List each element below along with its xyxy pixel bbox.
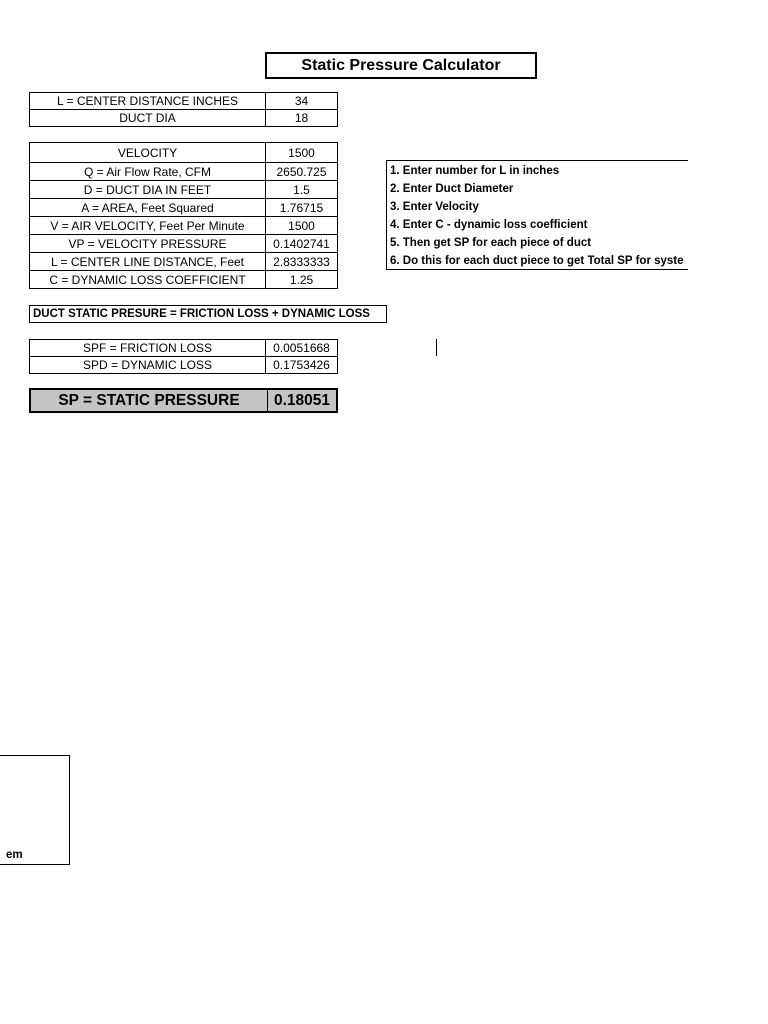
calc-value[interactable]: 1.5 bbox=[266, 181, 338, 199]
instruction-step: 1. Enter number for L in inches bbox=[390, 165, 560, 177]
result-value[interactable]: 0.18051 bbox=[273, 391, 331, 409]
calc-value[interactable]: 1500 bbox=[266, 143, 338, 163]
table-row bbox=[30, 357, 338, 374]
instruction-step: 4. Enter C - dynamic loss coefficient bbox=[390, 219, 588, 231]
result-label: SP = STATIC PRESSURE bbox=[31, 390, 268, 411]
table-row bbox=[30, 217, 338, 235]
instruction-step: 5. Then get SP for each piece of duct bbox=[390, 237, 592, 249]
loss-value[interactable]: 0.1753426 bbox=[266, 357, 338, 374]
text-cursor bbox=[436, 339, 437, 356]
instructions-box-overflow bbox=[0, 755, 70, 865]
instruction-step: 3. Enter Velocity bbox=[390, 201, 479, 213]
losses-table bbox=[29, 339, 338, 374]
calc-label: VP = VELOCITY PRESSURE bbox=[30, 235, 266, 253]
table-row bbox=[30, 253, 338, 271]
calc-value[interactable]: 2.8333333 bbox=[266, 253, 338, 271]
table-row bbox=[30, 199, 338, 217]
input-label: L = CENTER DISTANCE INCHES bbox=[30, 93, 266, 110]
table-row bbox=[30, 235, 338, 253]
inputs-table bbox=[29, 92, 338, 127]
calc-table bbox=[29, 142, 338, 289]
calc-value[interactable]: 1.25 bbox=[266, 271, 338, 289]
static-pressure-result bbox=[29, 388, 338, 413]
table-row bbox=[30, 93, 338, 110]
calc-label: V = AIR VELOCITY, Feet Per Minute bbox=[30, 217, 266, 235]
page-title: Static Pressure Calculator bbox=[265, 52, 537, 79]
loss-label: SPF = FRICTION LOSS bbox=[30, 340, 266, 357]
instruction-step: 6. Do this for each duct piece to get Total SP for syste bbox=[390, 255, 684, 267]
calc-value[interactable]: 1.76715 bbox=[266, 199, 338, 217]
instruction-step: 2. Enter Duct Diameter bbox=[390, 183, 514, 195]
input-label: DUCT DIA bbox=[30, 110, 266, 127]
calc-label: A = AREA, Feet Squared bbox=[30, 199, 266, 217]
table-row bbox=[30, 181, 338, 199]
calc-label: Q = Air Flow Rate, CFM bbox=[30, 163, 266, 181]
overflow-text: em bbox=[6, 849, 23, 861]
calc-label: C = DYNAMIC LOSS COEFFICIENT bbox=[30, 271, 266, 289]
calc-value[interactable]: 2650.725 bbox=[266, 163, 338, 181]
loss-label: SPD = DYNAMIC LOSS bbox=[30, 357, 266, 374]
calc-label: VELOCITY bbox=[30, 143, 266, 163]
loss-value[interactable]: 0.0051668 bbox=[266, 340, 338, 357]
table-row bbox=[30, 110, 338, 127]
calc-label: L = CENTER LINE DISTANCE, Feet bbox=[30, 253, 266, 271]
table-row bbox=[30, 163, 338, 181]
calc-value[interactable]: 0.1402741 bbox=[266, 235, 338, 253]
table-row bbox=[30, 340, 338, 357]
formula-label: DUCT STATIC PRESURE = FRICTION LOSS + DYNAMIC LOSS bbox=[29, 305, 387, 323]
calc-value[interactable]: 1500 bbox=[266, 217, 338, 235]
input-value[interactable]: 18 bbox=[266, 110, 338, 127]
table-row bbox=[30, 271, 338, 289]
input-value[interactable]: 34 bbox=[266, 93, 338, 110]
instructions-box bbox=[386, 160, 688, 270]
calc-label: D = DUCT DIA IN FEET bbox=[30, 181, 266, 199]
table-row bbox=[30, 143, 338, 163]
